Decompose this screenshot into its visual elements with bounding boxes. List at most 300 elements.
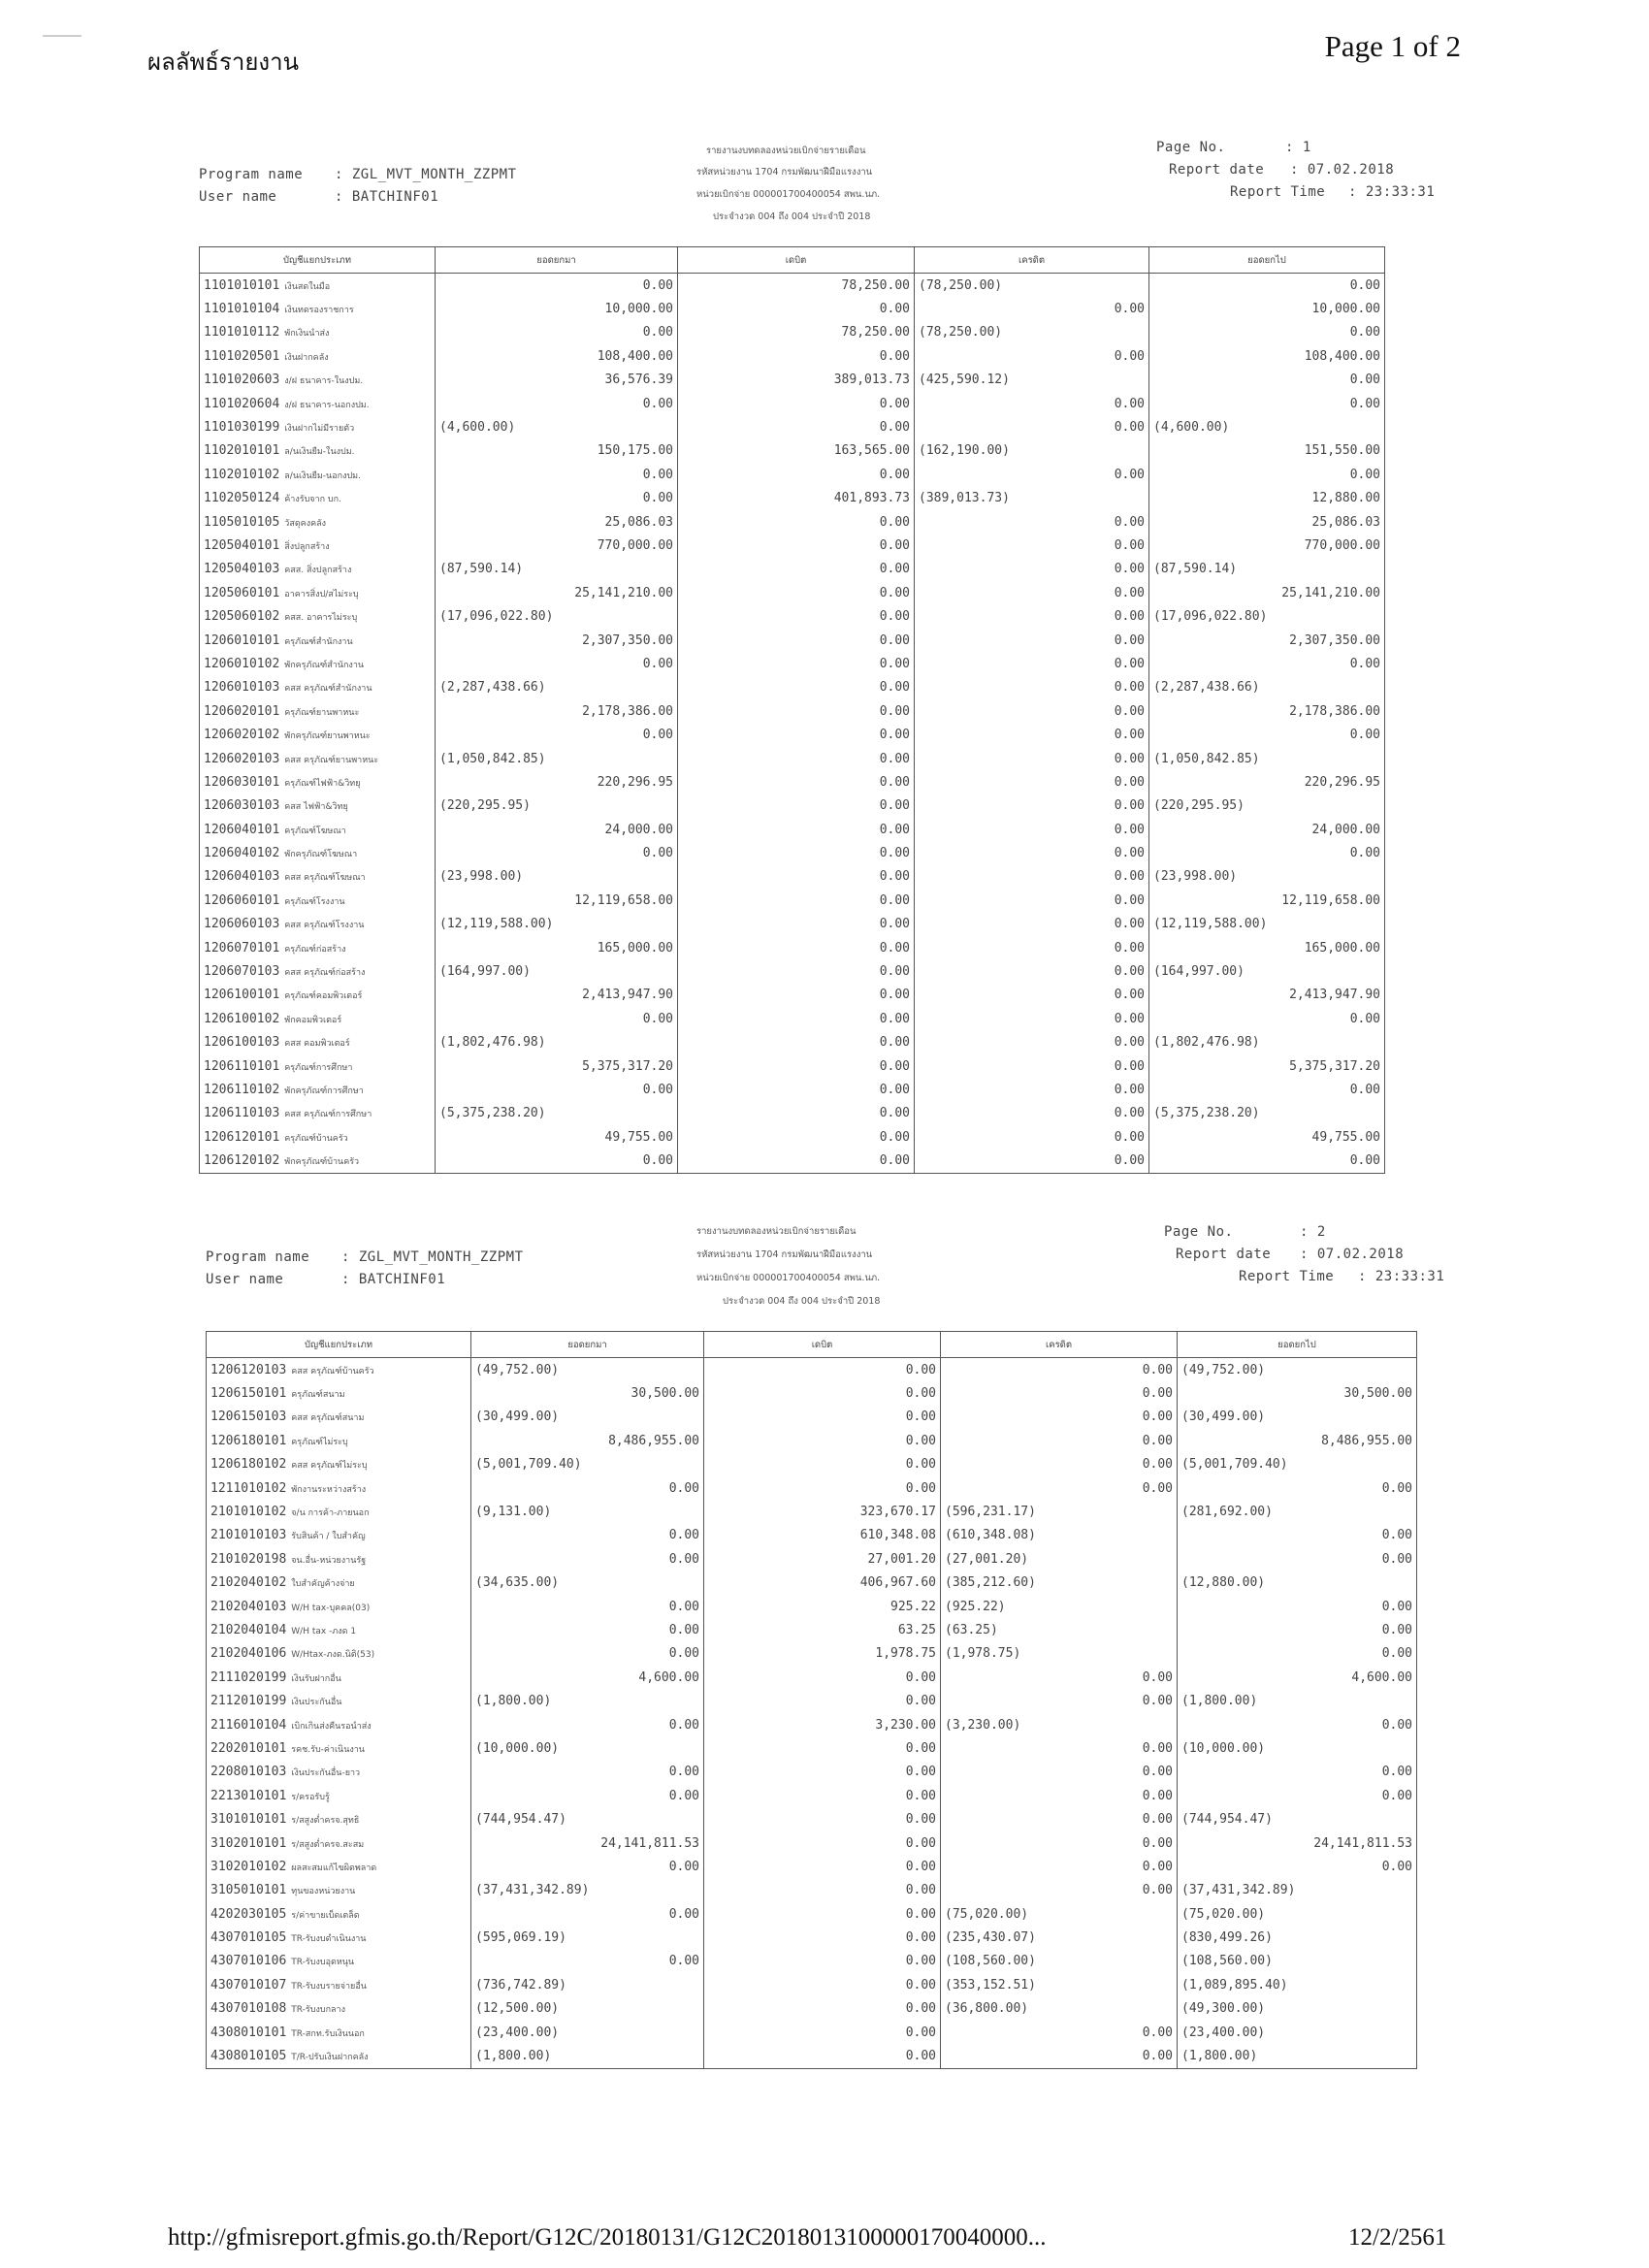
credit-cell: 0.00 bbox=[941, 1476, 1178, 1500]
carried-forward-cell: (744,954.47) bbox=[1178, 1807, 1417, 1831]
account-name: คสส ครุภัณฑ์ยานพาหนะ bbox=[284, 755, 379, 765]
brought-forward-cell: 220,296.95 bbox=[436, 770, 678, 794]
account-code: 1206100103 bbox=[204, 1035, 280, 1051]
carried-forward-cell: 0.00 bbox=[1149, 841, 1385, 864]
account-code: 2102040102 bbox=[210, 1575, 287, 1591]
account-cell bbox=[200, 770, 436, 794]
credit-cell: 0.00 bbox=[915, 1078, 1149, 1101]
program-name-label: Program name bbox=[206, 1249, 310, 1265]
brought-forward-cell: (87,590.14) bbox=[436, 558, 678, 581]
brought-forward-cell: (744,954.47) bbox=[471, 1807, 704, 1831]
account-code: 4308010101 bbox=[210, 2025, 287, 2040]
account-code: 1205040101 bbox=[204, 537, 280, 553]
carried-forward-cell: (30,499.00) bbox=[1178, 1406, 1417, 1429]
account-name: รับสินค้า / ใบสำคัญ bbox=[291, 1532, 366, 1542]
credit-cell: (27,001.20) bbox=[941, 1547, 1178, 1571]
account-name: พักงานระหว่างสร้าง bbox=[291, 1484, 367, 1495]
carried-forward-cell: 0.00 bbox=[1149, 723, 1385, 746]
account-cell bbox=[200, 747, 436, 770]
brought-forward-cell: 2,413,947.90 bbox=[436, 984, 678, 1007]
brought-forward-cell: (1,050,842.85) bbox=[436, 747, 678, 770]
debit-cell: 0.00 bbox=[678, 818, 915, 841]
table-row bbox=[200, 818, 1385, 841]
brought-forward-cell: 24,000.00 bbox=[436, 818, 678, 841]
brought-forward-cell: 0.00 bbox=[436, 723, 678, 746]
account-name: พักครุภัณฑ์โฆษณา bbox=[284, 850, 358, 860]
debit-cell: 323,670.17 bbox=[704, 1500, 941, 1523]
carried-forward-cell: (17,096,022.80) bbox=[1149, 604, 1385, 628]
carried-forward-cell: 5,375,317.20 bbox=[1149, 1054, 1385, 1078]
carried-forward-cell: 2,178,386.00 bbox=[1149, 699, 1385, 723]
account-name: คสส ครุภัณฑ์โรงงาน bbox=[284, 921, 365, 931]
debit-cell: 0.00 bbox=[704, 1997, 941, 2021]
brought-forward-cell: 4,600.00 bbox=[471, 1666, 704, 1689]
table-row bbox=[200, 865, 1385, 889]
account-code: 1102010102 bbox=[204, 467, 280, 482]
user-name-value: : BATCHINF01 bbox=[341, 1272, 446, 1287]
account-name: พักครุภัณฑ์การศึกษา bbox=[284, 1085, 364, 1096]
table-row bbox=[207, 1902, 1417, 1926]
credit-cell: (353,152.51) bbox=[941, 1973, 1178, 1996]
brought-forward-cell: (1,800.00) bbox=[471, 2044, 704, 2068]
disbursing-unit: หน่วยเบิกจ่าย 000001700400054 สพน.นภ. bbox=[696, 1273, 881, 1283]
credit-cell: 0.00 bbox=[915, 558, 1149, 581]
credit-cell: 0.00 bbox=[915, 1125, 1149, 1149]
brought-forward-cell: 0.00 bbox=[471, 1524, 704, 1547]
credit-cell: 0.00 bbox=[915, 463, 1149, 486]
brought-forward-cell: 0.00 bbox=[471, 1642, 704, 1666]
account-code: 1206110101 bbox=[204, 1058, 280, 1074]
debit-cell: 610,348.08 bbox=[704, 1524, 941, 1547]
carried-forward-cell: (75,020.00) bbox=[1178, 1902, 1417, 1926]
credit-cell: 0.00 bbox=[915, 1007, 1149, 1030]
debit-cell: 0.00 bbox=[678, 794, 915, 818]
debit-cell: 0.00 bbox=[678, 889, 915, 912]
table-row bbox=[207, 1926, 1417, 1949]
table-row bbox=[207, 1807, 1417, 1831]
table-row bbox=[200, 629, 1385, 652]
carried-forward-cell: (108,560.00) bbox=[1178, 1950, 1417, 1973]
carried-forward-cell: 0.00 bbox=[1149, 1078, 1385, 1101]
user-name-label: User name bbox=[199, 189, 277, 205]
account-code: 1101010104 bbox=[204, 302, 280, 317]
debit-cell: 0.00 bbox=[704, 1381, 941, 1405]
debit-cell: 0.00 bbox=[704, 1429, 941, 1452]
table-row bbox=[207, 1571, 1417, 1595]
credit-cell: 0.00 bbox=[915, 297, 1149, 320]
account-name: ใบสำคัญค้างจ่าย bbox=[291, 1579, 355, 1590]
account-name: ร/สสูงต่ำครจ.สะสม bbox=[291, 1839, 365, 1850]
brought-forward-cell: 0.00 bbox=[436, 274, 678, 298]
account-cell bbox=[207, 1761, 471, 1784]
account-code: 1206020101 bbox=[204, 703, 280, 719]
carried-forward-cell: 0.00 bbox=[1178, 1524, 1417, 1547]
col-credit: เครดิต bbox=[915, 247, 1149, 274]
account-cell bbox=[200, 1125, 436, 1149]
account-code: 3105010101 bbox=[210, 1883, 287, 1898]
credit-cell: 0.00 bbox=[941, 1807, 1178, 1831]
account-code: 2101020198 bbox=[210, 1551, 287, 1567]
account-cell bbox=[200, 463, 436, 486]
account-name: TR-รับงบดำเนินงาน bbox=[291, 1934, 367, 1945]
brought-forward-cell: (164,997.00) bbox=[436, 959, 678, 983]
account-cell bbox=[207, 1618, 471, 1641]
credit-cell: 0.00 bbox=[915, 510, 1149, 534]
brought-forward-cell: (10,000.00) bbox=[471, 1736, 704, 1760]
account-name: ค้างรับจาก บก. bbox=[284, 495, 341, 505]
account-cell bbox=[207, 1500, 471, 1523]
table-row bbox=[200, 913, 1385, 936]
credit-cell: 0.00 bbox=[915, 392, 1149, 415]
carried-forward-cell: (5,001,709.40) bbox=[1178, 1453, 1417, 1476]
credit-cell: 0.00 bbox=[915, 676, 1149, 699]
table-row bbox=[200, 936, 1385, 959]
debit-cell: 0.00 bbox=[678, 984, 915, 1007]
col-carried-forward: ยอดยกไป bbox=[1149, 247, 1385, 274]
carried-forward-cell: 0.00 bbox=[1178, 1784, 1417, 1807]
carried-forward-cell: (1,800.00) bbox=[1178, 2044, 1417, 2068]
debit-cell: 0.00 bbox=[704, 1831, 941, 1855]
credit-cell: 0.00 bbox=[915, 984, 1149, 1007]
table-row bbox=[207, 1736, 1417, 1760]
account-code: 3102010101 bbox=[210, 1835, 287, 1851]
debit-cell: 0.00 bbox=[704, 1784, 941, 1807]
debit-cell: 0.00 bbox=[678, 676, 915, 699]
credit-cell: 0.00 bbox=[915, 1054, 1149, 1078]
account-name: คสส ครุภัณฑ์การศึกษา bbox=[284, 1110, 372, 1120]
account-code: 1206040102 bbox=[204, 846, 280, 861]
carried-forward-cell: (164,997.00) bbox=[1149, 959, 1385, 983]
table-row bbox=[207, 1453, 1417, 1476]
credit-cell: 0.00 bbox=[915, 534, 1149, 557]
credit-cell: (3,230.00) bbox=[941, 1713, 1178, 1736]
account-name: พักครุภัณฑ์สำนักงาน bbox=[284, 660, 365, 670]
credit-cell: (389,013.73) bbox=[915, 487, 1149, 510]
debit-cell: 63.25 bbox=[704, 1618, 941, 1641]
debit-cell: 0.00 bbox=[704, 2044, 941, 2068]
col-credit: เครดิต bbox=[941, 1332, 1178, 1358]
table-row bbox=[207, 1381, 1417, 1405]
account-name: เงินทดรองราชการ bbox=[284, 306, 354, 316]
account-code: 1105010105 bbox=[204, 514, 280, 530]
carried-forward-cell: 2,307,350.00 bbox=[1149, 629, 1385, 652]
program-name-value: : ZGL_MVT_MONTH_ZZPMT bbox=[341, 1249, 524, 1265]
debit-cell: 0.00 bbox=[678, 959, 915, 983]
account-name: ครุภัณฑ์ไม่ระบุ bbox=[291, 1437, 348, 1447]
account-name: พักครุภัณฑ์บ้านครัว bbox=[284, 1157, 360, 1168]
account-code: 1205060101 bbox=[204, 585, 280, 600]
brought-forward-cell: (5,375,238.20) bbox=[436, 1102, 678, 1125]
account-code: 2213010101 bbox=[210, 1788, 287, 1803]
debit-cell: 925.22 bbox=[704, 1595, 941, 1618]
report-date-label: Report date bbox=[1169, 162, 1265, 178]
brought-forward-cell: 0.00 bbox=[436, 392, 678, 415]
account-cell bbox=[207, 1807, 471, 1831]
debit-cell: 0.00 bbox=[678, 629, 915, 652]
brought-forward-cell: (30,499.00) bbox=[471, 1406, 704, 1429]
carried-forward-cell: 0.00 bbox=[1149, 1149, 1385, 1173]
account-name: ร/สสูงต่ำครจ.สุทธิ bbox=[291, 1816, 360, 1827]
credit-cell: 0.00 bbox=[915, 889, 1149, 912]
table-header-row bbox=[200, 247, 1385, 274]
account-code: 1102050124 bbox=[204, 491, 280, 506]
carried-forward-cell: (5,375,238.20) bbox=[1149, 1102, 1385, 1125]
brought-forward-cell: (736,742.89) bbox=[471, 1973, 704, 1996]
table-row bbox=[200, 534, 1385, 557]
brought-forward-cell: 49,755.00 bbox=[436, 1125, 678, 1149]
brought-forward-cell: 150,175.00 bbox=[436, 439, 678, 463]
account-name: ผลสะสมแก้ไขผิดพลาด bbox=[291, 1863, 377, 1873]
debit-cell: 0.00 bbox=[704, 1950, 941, 1973]
account-code: 2116010104 bbox=[210, 1717, 287, 1733]
account-code: 1206040103 bbox=[204, 869, 280, 885]
credit-cell: 0.00 bbox=[915, 629, 1149, 652]
account-code: 1206120103 bbox=[210, 1362, 287, 1377]
carried-forward-cell: (1,050,842.85) bbox=[1149, 747, 1385, 770]
footer-date: 12/2/2561 bbox=[1348, 2224, 1447, 2251]
brought-forward-cell: (34,635.00) bbox=[471, 1571, 704, 1595]
table-row bbox=[200, 463, 1385, 486]
account-cell bbox=[207, 1950, 471, 1973]
carried-forward-cell: 220,296.95 bbox=[1149, 770, 1385, 794]
account-code: 4308010105 bbox=[210, 2049, 287, 2064]
report-time-value: : 23:33:31 bbox=[1348, 184, 1436, 200]
account-code: 2102040104 bbox=[210, 1622, 287, 1637]
table-row bbox=[200, 959, 1385, 983]
account-cell bbox=[207, 2044, 471, 2068]
brought-forward-cell: 25,141,210.00 bbox=[436, 581, 678, 604]
browser-header-title: ผลลัพธ์รายงาน bbox=[147, 50, 299, 76]
brought-forward-cell: (23,400.00) bbox=[471, 2021, 704, 2044]
debit-cell: 0.00 bbox=[678, 913, 915, 936]
carried-forward-cell: 0.00 bbox=[1178, 1761, 1417, 1784]
account-name: ครุภัณฑ์ไฟฟ้า&วิทยุ bbox=[284, 778, 361, 789]
brought-forward-cell: 12,119,658.00 bbox=[436, 889, 678, 912]
debit-cell: 0.00 bbox=[704, 2021, 941, 2044]
credit-cell: (425,590.12) bbox=[915, 369, 1149, 392]
credit-cell: (162,190.00) bbox=[915, 439, 1149, 463]
credit-cell: 0.00 bbox=[915, 1102, 1149, 1125]
account-cell bbox=[207, 1689, 471, 1712]
account-code: 1206060103 bbox=[204, 917, 280, 932]
table-row bbox=[207, 1997, 1417, 2021]
table-row bbox=[200, 558, 1385, 581]
account-cell bbox=[200, 1031, 436, 1054]
credit-cell: 0.00 bbox=[915, 959, 1149, 983]
credit-cell: (925.22) bbox=[941, 1595, 1178, 1618]
account-cell bbox=[200, 865, 436, 889]
account-cell bbox=[207, 1476, 471, 1500]
account-cell bbox=[207, 1453, 471, 1476]
account-cell bbox=[207, 1855, 471, 1878]
brought-forward-cell: (23,998.00) bbox=[436, 865, 678, 889]
account-name: ครุภัณฑ์คอมพิวเตอร์ bbox=[284, 991, 363, 1002]
account-cell bbox=[200, 369, 436, 392]
account-name: คสส ครุภัณฑ์โฆษณา bbox=[284, 873, 366, 884]
account-cell bbox=[207, 1571, 471, 1595]
carried-forward-cell: (281,692.00) bbox=[1178, 1500, 1417, 1523]
carried-forward-cell: 0.00 bbox=[1178, 1855, 1417, 1878]
account-cell bbox=[200, 984, 436, 1007]
col-brought-forward: ยอดยกมา bbox=[471, 1332, 704, 1358]
debit-cell: 0.00 bbox=[678, 723, 915, 746]
carried-forward-cell: (4,600.00) bbox=[1149, 415, 1385, 438]
credit-cell: 0.00 bbox=[915, 747, 1149, 770]
account-name: เงินฝากไม่มีรายตัว bbox=[284, 424, 355, 435]
account-code: 3101010101 bbox=[210, 1812, 287, 1828]
account-code: 1102010101 bbox=[204, 443, 280, 459]
account-cell bbox=[200, 510, 436, 534]
brought-forward-cell: 36,576.39 bbox=[436, 369, 678, 392]
carried-forward-cell: (1,800.00) bbox=[1178, 1689, 1417, 1712]
debit-cell: 3,230.00 bbox=[704, 1713, 941, 1736]
brought-forward-cell: (1,802,476.98) bbox=[436, 1031, 678, 1054]
carried-forward-cell: (23,998.00) bbox=[1149, 865, 1385, 889]
account-name: คสส คอมพิวเตอร์ bbox=[284, 1039, 350, 1050]
account-cell bbox=[200, 629, 436, 652]
credit-cell: 0.00 bbox=[915, 770, 1149, 794]
account-name: ง/ฝ ธนาคาร-นอกงปม. bbox=[284, 400, 370, 410]
account-name: W/Htax-ภงด.นิติ(53) bbox=[291, 1650, 375, 1661]
table-row bbox=[200, 841, 1385, 864]
account-cell bbox=[200, 297, 436, 320]
account-name: เงินรับฝากอื่น bbox=[291, 1673, 341, 1684]
account-cell bbox=[200, 604, 436, 628]
credit-cell: 0.00 bbox=[915, 723, 1149, 746]
table-row bbox=[207, 1855, 1417, 1878]
account-cell bbox=[207, 1358, 471, 1382]
carried-forward-cell: 25,086.03 bbox=[1149, 510, 1385, 534]
carried-forward-cell: (12,880.00) bbox=[1178, 1571, 1417, 1595]
account-code: 4202030105 bbox=[210, 1906, 287, 1922]
account-code: 2208010103 bbox=[210, 1765, 287, 1780]
account-cell bbox=[200, 439, 436, 463]
table-row bbox=[207, 1689, 1417, 1712]
report-title: รายงานงบทดลองหน่วยเบิกจ่ายรายเดือน bbox=[696, 1226, 857, 1237]
account-code: 2202010101 bbox=[210, 1740, 287, 1756]
table-row bbox=[207, 1476, 1417, 1500]
debit-cell: 163,565.00 bbox=[678, 439, 915, 463]
brought-forward-cell: 25,086.03 bbox=[436, 510, 678, 534]
account-cell bbox=[207, 1902, 471, 1926]
carried-forward-cell: 4,600.00 bbox=[1178, 1666, 1417, 1689]
credit-cell: 0.00 bbox=[941, 1429, 1178, 1452]
account-cell bbox=[200, 274, 436, 298]
carried-forward-cell: (1,802,476.98) bbox=[1149, 1031, 1385, 1054]
carried-forward-cell: 0.00 bbox=[1149, 321, 1385, 344]
table-row bbox=[207, 1547, 1417, 1571]
debit-cell: 0.00 bbox=[704, 1761, 941, 1784]
carried-forward-cell: 770,000.00 bbox=[1149, 534, 1385, 557]
brought-forward-cell: 30,500.00 bbox=[471, 1381, 704, 1405]
brought-forward-cell: 0.00 bbox=[471, 1595, 704, 1618]
table-row bbox=[200, 297, 1385, 320]
account-cell bbox=[207, 1595, 471, 1618]
debit-cell: 0.00 bbox=[704, 1453, 941, 1476]
debit-cell: 0.00 bbox=[704, 1406, 941, 1429]
brought-forward-cell: 2,307,350.00 bbox=[436, 629, 678, 652]
account-cell bbox=[207, 1524, 471, 1547]
account-name: ครุภัณฑ์สนาม bbox=[291, 1390, 345, 1401]
debit-cell: 0.00 bbox=[678, 581, 915, 604]
account-cell bbox=[200, 794, 436, 818]
table-row bbox=[200, 723, 1385, 746]
browser-page-indicator: Page 1 of 2 bbox=[1324, 29, 1461, 63]
debit-cell: 0.00 bbox=[704, 1666, 941, 1689]
account-code: 2101010102 bbox=[210, 1505, 287, 1520]
credit-cell: 0.00 bbox=[941, 1666, 1178, 1689]
debit-cell: 0.00 bbox=[704, 1879, 941, 1902]
brought-forward-cell: 5,375,317.20 bbox=[436, 1054, 678, 1078]
account-cell bbox=[207, 1831, 471, 1855]
account-code: 1206030103 bbox=[204, 798, 280, 814]
user-name-label: User name bbox=[206, 1272, 284, 1287]
debit-cell: 78,250.00 bbox=[678, 321, 915, 344]
debit-cell: 0.00 bbox=[678, 1054, 915, 1078]
account-name: ครุภัณฑ์ก่อสร้าง bbox=[284, 944, 346, 955]
footer-url: http://gfmisreport.gfmis.go.th/Report/G12C/20180131/G12C2018013100000170040000... bbox=[168, 2224, 1047, 2251]
credit-cell: 0.00 bbox=[915, 604, 1149, 628]
account-name: ทุนของหน่วยงาน bbox=[291, 1887, 356, 1897]
table-row bbox=[200, 369, 1385, 392]
account-code: 1206100101 bbox=[204, 988, 280, 1003]
table-row bbox=[207, 1784, 1417, 1807]
debit-cell: 0.00 bbox=[704, 1358, 941, 1382]
debit-cell: 0.00 bbox=[678, 841, 915, 864]
account-code: 4307010108 bbox=[210, 2001, 287, 2017]
debit-cell: 0.00 bbox=[678, 344, 915, 368]
brought-forward-cell: (17,096,022.80) bbox=[436, 604, 678, 628]
debit-cell: 0.00 bbox=[704, 1807, 941, 1831]
brought-forward-cell: (595,069.19) bbox=[471, 1926, 704, 1949]
brought-forward-cell: 0.00 bbox=[471, 1950, 704, 1973]
debit-cell: 0.00 bbox=[678, 392, 915, 415]
debit-cell: 406,967.60 bbox=[704, 1571, 941, 1595]
account-name: รคช.รับ-ค่าเนินงาน bbox=[291, 1744, 365, 1755]
debit-cell: 0.00 bbox=[704, 1476, 941, 1500]
debit-cell: 0.00 bbox=[704, 1736, 941, 1760]
carried-forward-cell: 0.00 bbox=[1178, 1713, 1417, 1736]
credit-cell: 0.00 bbox=[915, 865, 1149, 889]
period: ประจำงวด 004 ถึง 004 ประจำปี 2018 bbox=[723, 1296, 881, 1307]
account-name: พักครุภัณฑ์ยานพาหนะ bbox=[284, 731, 371, 742]
account-code: 1101030199 bbox=[204, 420, 280, 436]
debit-cell: 0.00 bbox=[678, 865, 915, 889]
carried-forward-cell: 0.00 bbox=[1149, 274, 1385, 298]
report-date-value: : 07.02.2018 bbox=[1290, 162, 1395, 178]
agency-code: รหัสหน่วยงาน 1704 กรมพัฒนาฝีมือแรงงาน bbox=[696, 167, 873, 178]
table-row bbox=[200, 321, 1385, 344]
account-code: 1206020102 bbox=[204, 728, 280, 743]
brought-forward-cell: 0.00 bbox=[436, 1149, 678, 1173]
credit-cell: 0.00 bbox=[915, 344, 1149, 368]
credit-cell: 0.00 bbox=[941, 1381, 1178, 1405]
col-account: บัญชีแยกประเภท bbox=[200, 247, 436, 274]
account-cell bbox=[207, 1547, 471, 1571]
account-name: พักคอมพิวเตอร์ bbox=[284, 1015, 342, 1025]
credit-cell: (36,800.00) bbox=[941, 1997, 1178, 2021]
account-name: คสส ครุภัณฑ์สนาม bbox=[291, 1413, 365, 1424]
account-name: เงินสดในมือ bbox=[284, 281, 331, 292]
debit-cell: 0.00 bbox=[704, 1926, 941, 1949]
account-name: คสส ครุภัณฑ์ก่อสร้าง bbox=[284, 968, 366, 979]
credit-cell: 0.00 bbox=[915, 415, 1149, 438]
account-name: คสส ครุภัณฑ์บ้านครัว bbox=[291, 1366, 374, 1377]
brought-forward-cell: 0.00 bbox=[471, 1618, 704, 1641]
debit-cell: 0.00 bbox=[678, 1007, 915, 1030]
brought-forward-cell: 770,000.00 bbox=[436, 534, 678, 557]
account-code: 1206060101 bbox=[204, 892, 280, 908]
